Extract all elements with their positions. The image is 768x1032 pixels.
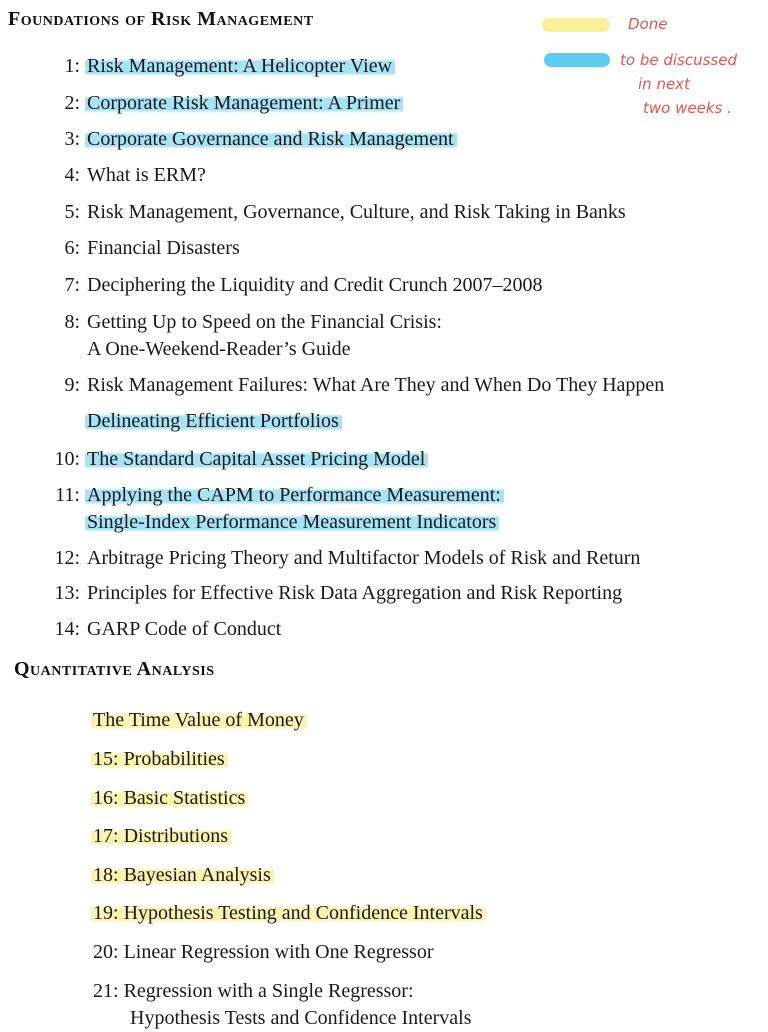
list-item bbox=[93, 900, 486, 927]
item-title: Distributions bbox=[123, 825, 229, 847]
legend-discuss-swatch bbox=[544, 53, 610, 67]
legend-done-swatch bbox=[542, 18, 610, 32]
item-title-line-2: Hypothesis Tests and Confidence Intervals bbox=[130, 1007, 472, 1029]
item-title: Basic Statistics bbox=[123, 787, 246, 809]
item-number: 6: bbox=[64, 237, 80, 259]
item-title: Corporate Governance and Risk Management bbox=[85, 128, 457, 150]
item-title: Financial Disasters bbox=[87, 237, 240, 259]
item-title: Bayesian Analysis bbox=[123, 864, 271, 886]
list-item bbox=[93, 785, 248, 812]
item-title: Corporate Risk Management: A Primer bbox=[85, 92, 403, 114]
item-number: 18: bbox=[93, 864, 119, 886]
item-number: 9: bbox=[64, 374, 80, 396]
item-number: 7: bbox=[64, 274, 80, 296]
item-number: 8: bbox=[64, 311, 80, 333]
item-title-line-2: A One-Weekend-Reader’s Guide bbox=[87, 338, 351, 360]
item-title: Principles for Effective Risk Data Aggregation and Risk Reporting bbox=[87, 582, 623, 604]
list-item bbox=[93, 978, 414, 1005]
list-item-continuation bbox=[130, 1005, 472, 1032]
item-number: 17: bbox=[93, 825, 119, 847]
item-title-line-2: Single-Index Performance Measurement Indicators bbox=[85, 511, 499, 533]
item-number: 12: bbox=[54, 547, 80, 569]
list-item bbox=[93, 939, 433, 966]
item-number: 16: bbox=[93, 787, 119, 809]
item-title: What is ERM? bbox=[87, 164, 206, 186]
item-title: Risk Management: A Helicopter View bbox=[85, 55, 395, 77]
item-title: Linear Regression with One Regressor bbox=[123, 941, 434, 963]
item-number: 10: bbox=[54, 448, 80, 470]
item-title: Hypothesis Testing and Confidence Intervals bbox=[123, 902, 483, 924]
item-title: Risk Management, Governance, Culture, and Risk Taking in Banks bbox=[87, 201, 626, 223]
item-title: Regression with a Single Regressor: bbox=[123, 980, 414, 1002]
item-number: 2: bbox=[64, 92, 80, 114]
item-number: 1: bbox=[64, 55, 80, 77]
item-title: Arbitrage Pricing Theory and Multifactor Models of Risk and Return bbox=[87, 547, 641, 569]
item-number: 5: bbox=[64, 201, 80, 223]
item-number: 20: bbox=[93, 941, 119, 963]
item-number: 14: bbox=[54, 618, 80, 640]
list-item bbox=[93, 746, 228, 773]
legend-discuss-line-1: to be discussed bbox=[620, 51, 737, 69]
item-number: 3: bbox=[64, 128, 80, 150]
item-number: 19: bbox=[93, 902, 119, 924]
item-title: Applying the CAPM to Performance Measurement: bbox=[85, 484, 504, 506]
legend-done-label: Done bbox=[628, 15, 668, 33]
legend-discuss-line-3: two weeks . bbox=[643, 99, 732, 117]
legend-discuss-line-2: in next bbox=[638, 75, 690, 93]
item-title: GARP Code of Conduct bbox=[87, 618, 282, 640]
item-title: Deciphering the Liquidity and Credit Crunch 2007–2008 bbox=[87, 274, 543, 296]
item-number: 11: bbox=[55, 484, 80, 506]
list-item bbox=[93, 707, 307, 734]
item-title: Risk Management Failures: What Are They and When Do They Happen bbox=[87, 374, 665, 396]
section-heading-foundations: Foundations of Risk Management bbox=[8, 8, 314, 30]
item-number: 13: bbox=[54, 582, 80, 604]
section-heading-quantitative: Quantitative Analysis bbox=[14, 658, 215, 680]
item-title: Delineating Efficient Portfolios bbox=[85, 410, 342, 432]
list-item bbox=[93, 823, 231, 850]
list-item bbox=[93, 862, 274, 889]
item-title: The Time Value of Money bbox=[93, 709, 304, 731]
item-title: Getting Up to Speed on the Financial Crisis: bbox=[87, 311, 442, 333]
item-title: Probabilities bbox=[123, 748, 225, 770]
item-number: 21: bbox=[93, 980, 119, 1002]
item-title: The Standard Capital Asset Pricing Model bbox=[85, 448, 428, 470]
item-number: 4: bbox=[64, 164, 80, 186]
item-number: 15: bbox=[93, 748, 119, 770]
